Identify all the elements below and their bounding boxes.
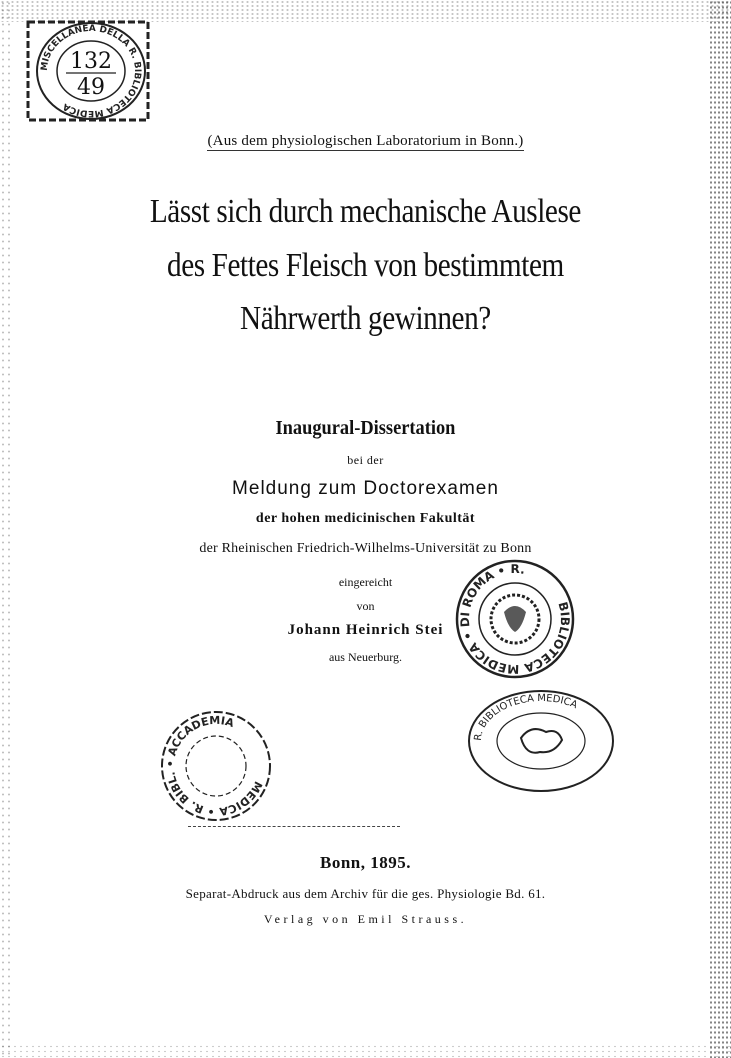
dissertation-heading: Inaugural-Dissertation [275,417,456,439]
author-name: Johann Heinrich Stei [287,622,444,638]
bei-der-text: bei der [347,453,384,467]
library-stamp-top-left [26,16,156,126]
title-line-3: Nährwerth gewinnen? [240,300,491,337]
meldung-heading: Meldung zum Doctorexamen [232,478,499,499]
university-text: der Rheinischen Friedrich-Wilhelms-Universität zu Bonn [199,541,532,556]
faculty-text: der hohen medicinischen Fakultät [255,511,476,526]
svg-text:MEDICA • R. BIBL. • ACCADEMIA [158,708,274,824]
title-line-1: Lässt sich durch mechanische Auslese [149,193,581,230]
separator-rule [188,826,400,827]
publisher-line: Verlag von Emil Strauss. [263,912,468,926]
stamp-ring-text: BIBLIOTECA MEDICA • DI ROMA • R. [457,561,573,677]
separat-abdruck-note: Separat-Abdruck aus dem Archiv für die ges. Physiologie Bd. 61. [185,886,546,901]
stamp-ring-text: MISCELLANEA DELLA R. BIBLIOTECA MEDICA [39,23,143,119]
library-stamp-left-round [158,708,274,824]
header-note-text: (Aus dem physiologischen Laboratorium in Bonn.) [207,133,524,149]
eingereicht-text: eingereicht [338,575,393,589]
stamp-ring-text: R. BIBLIOTECA MEDICA [472,692,579,742]
library-stamp-right-oval [466,688,616,794]
von-text: von [356,599,375,613]
title-line-2: des Fettes Fleisch von bestimmtem [167,247,564,284]
header-note [0,133,731,150]
stamp-number-top: 132 [70,49,112,74]
library-stamp-right-round [452,556,578,682]
author-origin: aus Neuerburg. [328,650,403,664]
stamp-number-bottom: 49 [77,75,105,100]
stamp-ring-text: MEDICA • R. BIBL. • ACCADEMIA [163,713,265,819]
place-year: Bonn, 1895. [320,853,411,872]
scan-noise-bottom [0,1044,731,1058]
